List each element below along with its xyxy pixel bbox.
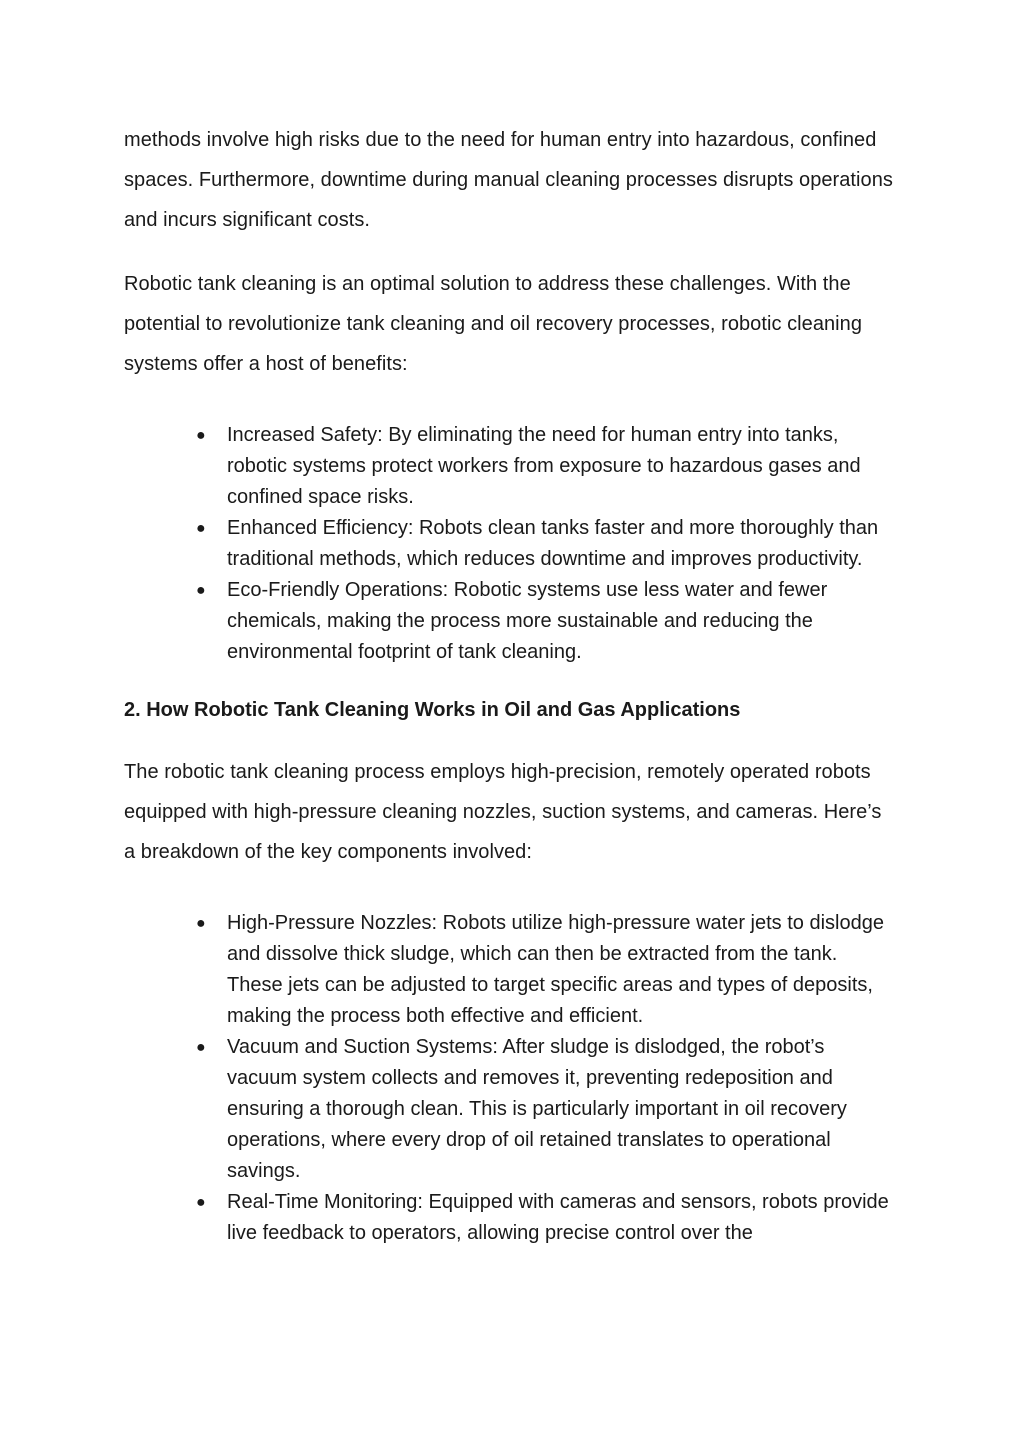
list-item xyxy=(196,1032,896,1187)
bullet-icon: ● xyxy=(196,915,206,932)
bullet-icon: ● xyxy=(196,427,206,444)
intro-paragraph: methods involve high risks due to the need for human entry into hazardous, confined spaces. Furthermore, downtime during manual cleaning processes disrupts operations and incurs significant costs. xyxy=(124,129,893,231)
benefit-text: Eco-Friendly Operations: Robotic systems use less water and fewer chemicals, making the process more sustainable and reducing the environmental footprint of tank cleaning. xyxy=(227,579,828,663)
solution-paragraph: Robotic tank cleaning is an optimal solution to address these challenges. With the potential to revolutionize tank cleaning and oil recovery processes, robotic cleaning systems offer a host of benefits: xyxy=(124,273,863,375)
list-item xyxy=(196,513,896,575)
bullet-icon: ● xyxy=(196,582,206,599)
list-item xyxy=(196,1187,896,1249)
component-text: High-Pressure Nozzles: Robots utilize high-pressure water jets to dislodge and dissolve thick sludge, which can then be extracted from the tank. These jets can be adjusted to target specific areas and types of deposits, making the process both effective and efficient. xyxy=(227,912,884,1027)
list-item xyxy=(196,575,896,668)
benefit-text: Enhanced Efficiency: Robots clean tanks faster and more thoroughly than traditional methods, which reduces downtime and improves productivity. xyxy=(227,517,879,570)
list-item xyxy=(196,420,896,513)
bullet-icon: ● xyxy=(196,1039,206,1056)
bullet-icon: ● xyxy=(196,1194,206,1211)
bullet-icon: ● xyxy=(196,520,206,537)
list-item xyxy=(196,908,896,1032)
process-paragraph: The robotic tank cleaning process employs high-precision, remotely operated robots equipped with high-pressure cleaning nozzles, suction systems, and cameras. Here’s a breakdown of the key components involved: xyxy=(124,761,882,863)
components-list xyxy=(124,908,896,1249)
benefits-list xyxy=(124,420,896,668)
benefit-text: Increased Safety: By eliminating the need for human entry into tanks, robotic systems protect workers from exposure to hazardous gases and confined space risks. xyxy=(227,424,861,508)
section-heading: 2. How Robotic Tank Cleaning Works in Oil and Gas Applications xyxy=(124,699,741,721)
component-text: Real-Time Monitoring: Equipped with cameras and sensors, robots provide live feedback to operators, allowing precise control over the xyxy=(227,1191,889,1244)
component-text: Vacuum and Suction Systems: After sludge is dislodged, the robot’s vacuum system collects and removes it, preventing redeposition and ensuring a thorough clean. This is particularly important in oil recovery operations, where every drop of oil retained translates to operational savings. xyxy=(227,1036,847,1182)
